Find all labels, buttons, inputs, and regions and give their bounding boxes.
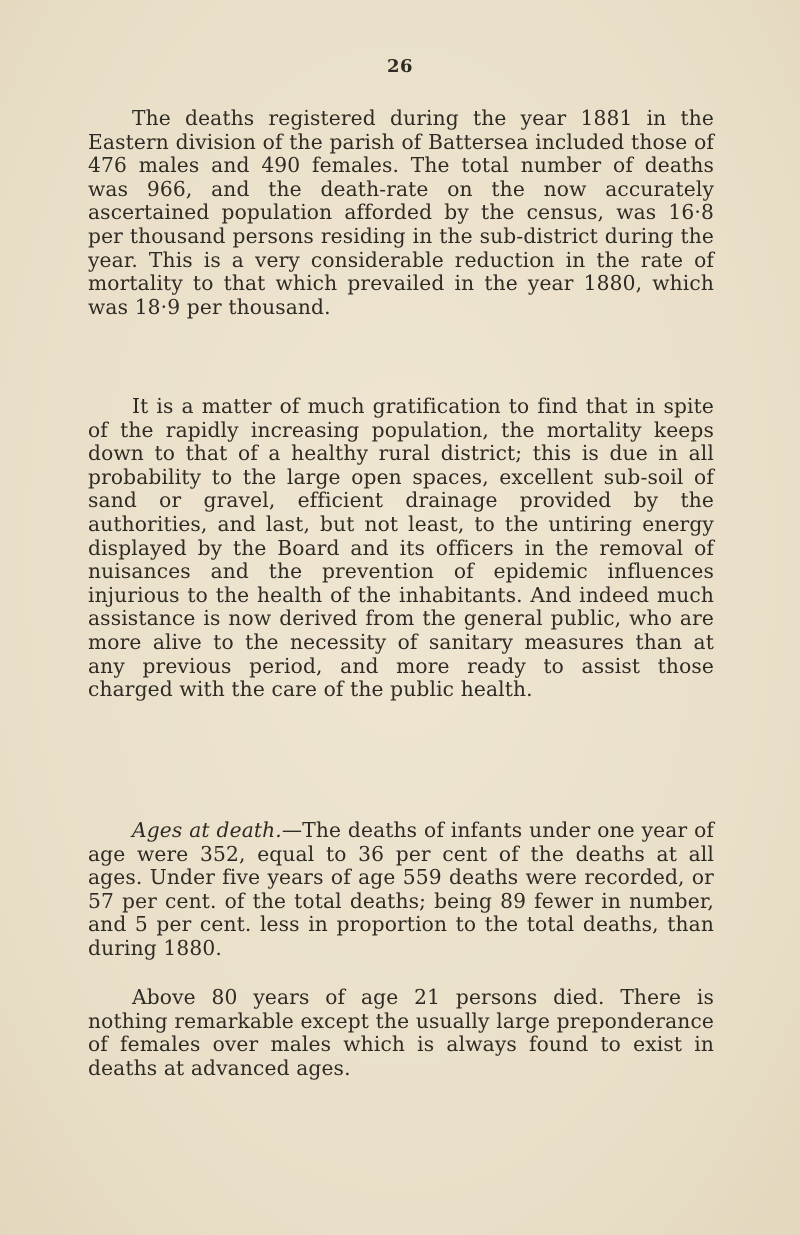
- ages-at-death-heading: Ages at death.: [132, 818, 282, 842]
- paragraph-mortality-gratification: It is a matter of much gratification to find that in spite of the rapidly increasing population, the mortality keeps down to that of a healthy rural district; this is due in all probability to the large open spaces, excellent sub-soil of sand or gravel, efficient drainage provided by the authorities, and last, but not least, to the untiring energy displayed by the Board and its officers in the removal of nuisances and the prevention of epidemic influences injurious to the health of the inhabitants. And indeed much assistance is now derived from the general public, who are more alive to the necessity of sanitary measures than at any previous period, and more ready to assist those charged with the care of the public health.: [88, 394, 714, 702]
- ages-at-death-body: —The deaths of infants under one year of age were 352, equal to 36 per cent of the deaths at all ages. Under five years of age 559 deaths were recorded, or 57 per cent. of the total deaths; being 89 fewer in number, and 5 per cent. less in proportion to the total deaths, than during 1880.: [88, 818, 714, 960]
- paragraph-deaths-registered: The deaths registered during the year 1881 in the Eastern division of the parish of Battersea included those of 476 males and 490 females. The total number of deaths was 966, and the death-rate on the now accurately ascertained population afforded by the census, was 16·8 per thousand persons residing in the sub-district during the year. This is a very considerable reduction in the rate of mortality to that which prevailed in the year 1880, which was 18·9 per thousand.: [88, 106, 714, 319]
- paragraph-ages-at-death: [88, 819, 714, 961]
- page-number: 26: [386, 56, 414, 77]
- paragraph-above-eighty: Above 80 years of age 21 persons died. There is nothing remarkable except the usually large preponderance of females over males which is always found to exist in deaths at advanced ages.: [88, 985, 714, 1080]
